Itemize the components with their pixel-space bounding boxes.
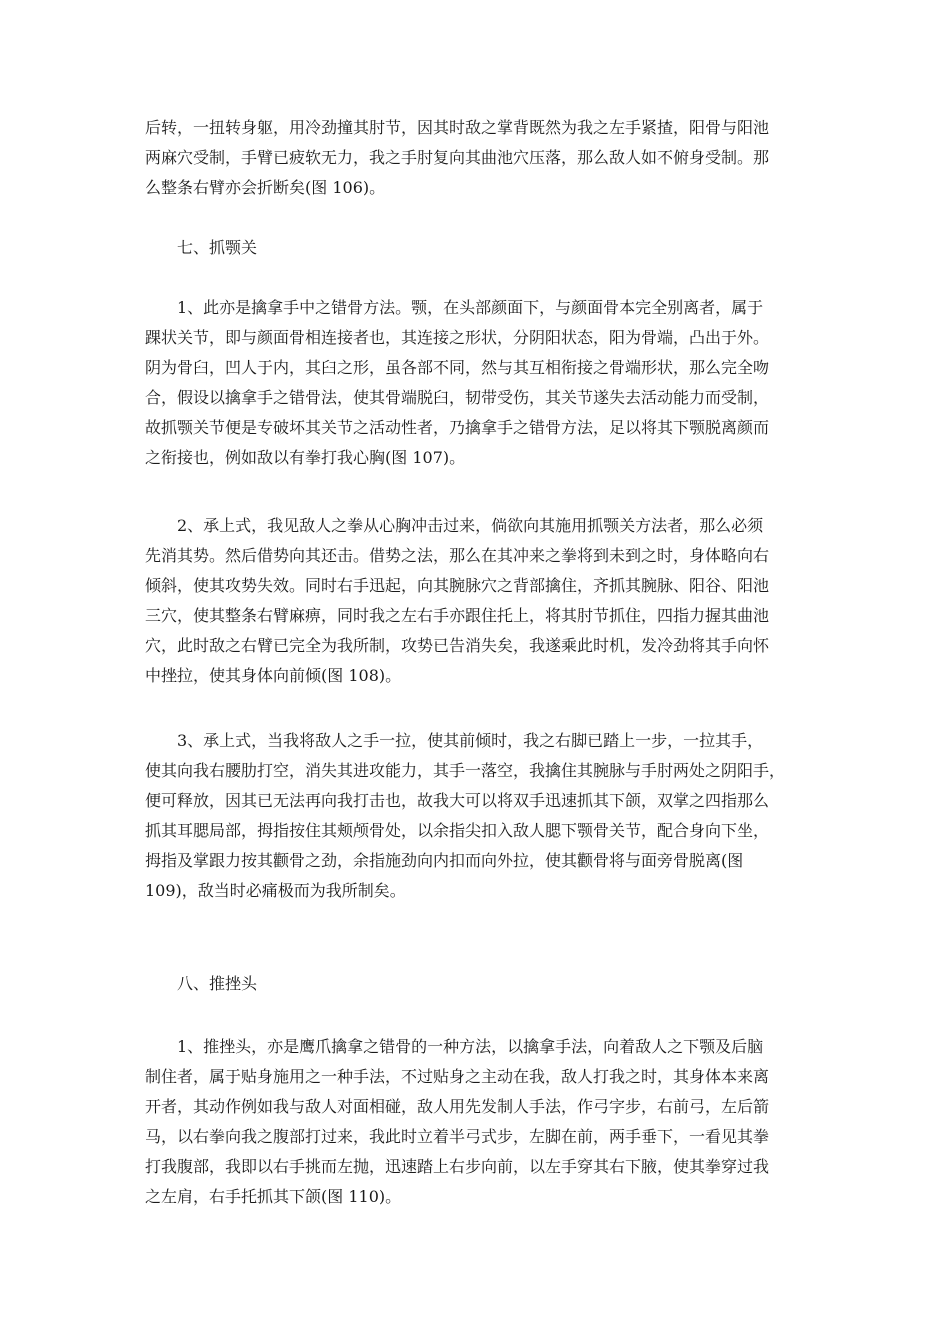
text-line: 中挫拉，使其身体向前倾(图 108)。 xyxy=(145,666,402,685)
text-line: 制住者，属于贴身施用之一种手法，不过贴身之主动在我，敌人打我之时，其身体本来离 xyxy=(145,1067,770,1086)
text-line: 先消其势。然后借势向其还击。借势之法，那么在其冲来之拳将到未到之时，身体略向右 xyxy=(145,546,770,565)
text-line: 拇指及掌跟力按其颧骨之劲，余指施劲向内扣而向外拉，使其颧骨将与面旁骨脱离(图 xyxy=(145,851,744,870)
text-line: 109)，敌当时必痛极而为我所制矣。 xyxy=(145,881,406,900)
text-line: 踝状关节，即与颜面骨相连接者也，其连接之形状，分阴阳状态，阳为骨端，凸出于外。 xyxy=(145,328,770,347)
text-line: 之衔接也，例如敌以有拳打我心胸(图 107)。 xyxy=(145,448,466,467)
paragraph-first-line: 3、承上式，当我将敌人之手一拉，使其前倾时，我之右脚已踏上一步，一拉其手， xyxy=(177,731,764,750)
text-line: 后转，一扭转身躯，用冷劲撞其肘节，因其时敌之掌背既然为我之左手紧揸，阳骨与阳池 xyxy=(145,118,770,137)
text-line: 合，假设以擒拿手之错骨法，使其骨端脱臼，韧带受伤，其关节遂失去活动能力而受制， xyxy=(145,388,770,407)
paragraph-first-line: 2、承上式，我见敌人之拳从心胸冲击过来，倘欲向其施用抓颚关方法者，那么必须 xyxy=(177,516,764,535)
text-line: 开者，其动作例如我与敌人对面相碰，敌人用先发制人手法，作弓字步，右前弓，左后箭 xyxy=(145,1097,770,1116)
text-line: 马，以右拳向我之腹部打过来，我此时立着半弓式步，左脚在前，两手垂下，一看见其拳 xyxy=(145,1127,770,1146)
text-line: 打我腹部，我即以右手挑而左抛，迅速踏上右步向前，以左手穿其右下腋，使其拳穿过我 xyxy=(145,1157,770,1176)
text-line: 抓其耳腮局部，拇指按住其颊颅骨处，以余指尖扣入敌人腮下颚骨关节，配合身向下坐， xyxy=(145,821,770,840)
text-line: 故抓颚关节便是专破坏其关节之活动性者，乃擒拿手之错骨方法，足以将其下颚脱离颜而 xyxy=(145,418,770,437)
text-line: 便可释放，因其已无法再向我打击也，故我大可以将双手迅速抓其下颌，双掌之四指那么 xyxy=(145,791,770,810)
paragraph-first-line: 1、此亦是擒拿手中之错骨方法。颚，在头部颜面下，与颜面骨本完全别离者，属于 xyxy=(177,298,764,317)
text-line: 倾斜，使其攻势失效。同时右手迅起，向其腕脉穴之背部擒住，齐抓其腕脉、阳谷、阳池 xyxy=(145,576,770,595)
section-heading: 八、推挫头 xyxy=(177,974,258,993)
section-heading: 七、抓颚关 xyxy=(177,238,258,257)
text-line: 么整条右臂亦会折断矣(图 106)。 xyxy=(145,178,386,197)
text-line: 两麻穴受制，手臂已疲软无力，我之手肘复向其曲池穴压落，那么敌人如不俯身受制。那 xyxy=(145,148,770,167)
text-line: 三穴，使其整条右臂麻痹，同时我之左右手亦跟住托上，将其肘节抓住，四指力握其曲池 xyxy=(145,606,770,625)
text-line: 阴为骨臼，凹人于内，其臼之形，虽各部不同，然与其互相衔接之骨端形状，那么完全吻 xyxy=(145,358,770,377)
text-line: 使其向我右腰肋打空，消失其进攻能力，其手一落空，我擒住其腕脉与手肘两处之阴阳手， xyxy=(145,761,786,780)
text-line: 穴，此时敌之右臂已完全为我所制，攻势已告消失矣，我遂乘此时机，发冷劲将其手向怀 xyxy=(145,636,770,655)
paragraph-first-line: 1、推挫头，亦是鹰爪擒拿之错骨的一种方法，以擒拿手法，向着敌人之下颚及后脑 xyxy=(177,1037,764,1056)
text-line: 之左肩，右手托抓其下颌(图 110)。 xyxy=(145,1187,402,1206)
